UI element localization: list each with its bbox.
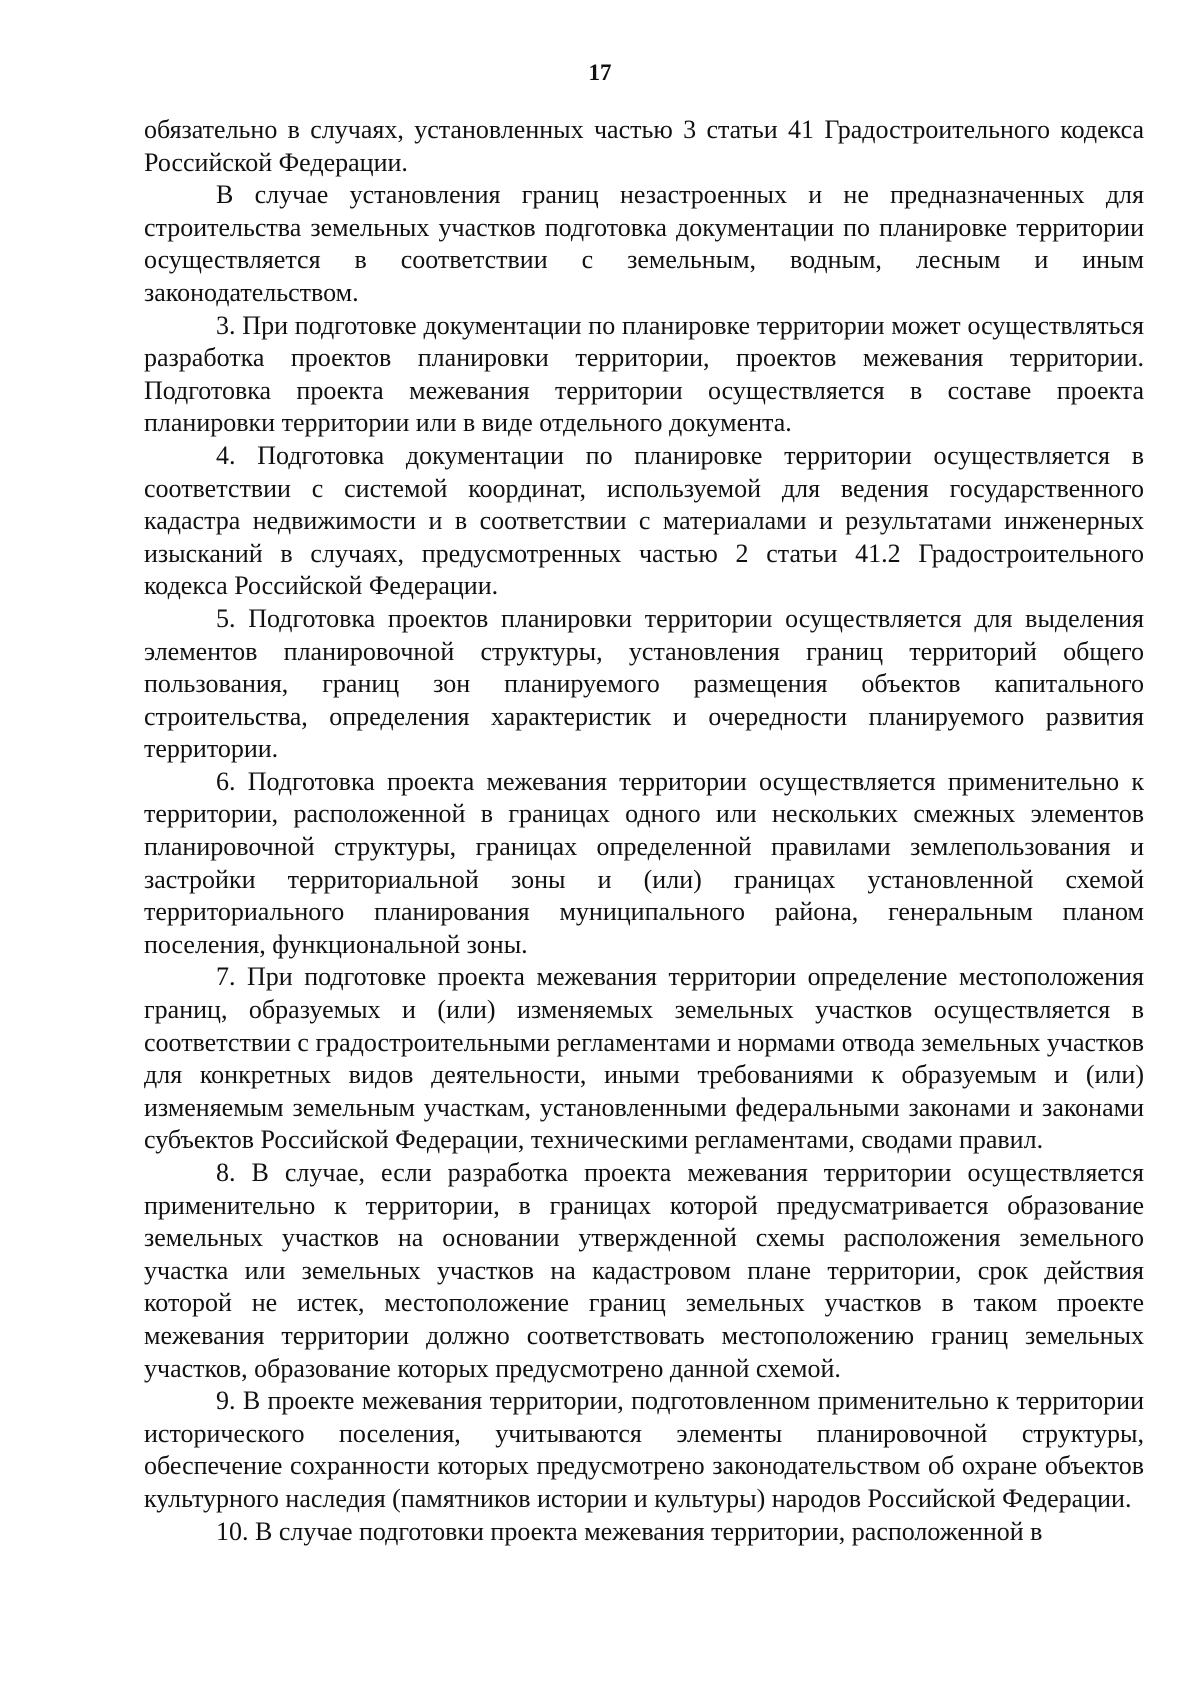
paragraph-item-5: 5. Подготовка проектов планировки территории осуществляется для выделения элементов планировочной структуры, установления границ территорий общего пользования, границ зон планируемого размещения объектов капитального строительства, определения характеристик и очередности планируемого развития территории. bbox=[144, 603, 1144, 764]
paragraph-unbuilt-land: В случае установления границ незастроенных и не предназначенных для строительства земельных участков подготовка документации по планировке территории осуществляется в соответствии с земельным, водным, лесным и иным законодательством. bbox=[144, 180, 1144, 307]
page-number: 17 bbox=[588, 60, 612, 85]
paragraph-item-9: 9. В проекте межевания территории, подготовленном применительно к территории исторического поселения, учитываются элементы планировочной структуры, обеспечение сохранности которых предусмотрено законодательством об охране объектов культурного наследия (памятников истории и культуры) народов Российской Федерации. bbox=[144, 1386, 1144, 1513]
paragraph-item-10: 10. В случае подготовки проекта межевания территории, расположенной в bbox=[216, 1516, 1043, 1546]
paragraph-continuation: обязательно в случаях, установленных частью 3 статьи 41 Градостроительного кодекса Российской Федерации. bbox=[144, 115, 1144, 177]
paragraph-item-6: 6. Подготовка проекта межевания территории осуществляется применительно к территории, расположенной в границах одного или нескольких смежных элементов планировочной структуры, границах определенной правилами землепользования и застройки территориальной зоны и (или) границах установленной схемой территориального планирования муниципального района, генеральным планом поселения, функциональной зоны. bbox=[144, 766, 1144, 959]
document-body bbox=[144, 114, 1144, 1548]
paragraph-item-4: 4. Подготовка документации по планировке территории осуществляется в соответствии с системой координат, используемой для ведения государственного кадастра недвижимости и в соответствии с материалами и результатами инженерных изысканий в случаях, предусмотренных частью 2 статьи 41.2 Градостроительного кодекса Российской Федерации. bbox=[144, 440, 1144, 601]
paragraph-item-8: 8. В случае, если разработка проекта межевания территории осуществляется применительно к территории, в границах которой предусматривается образование земельных участков на основании утвержденной схемы расположения земельного участка или земельных участков на кадастровом плане территории, срок действия которой не истек, местоположение границ земельных участков в таком проекте межевания территории должно соответствовать местоположению границ земельных участков, образование которых предусмотрено данной схемой. bbox=[144, 1158, 1144, 1383]
paragraph-item-7: 7. При подготовке проекта межевания территории определение местоположения границ, образуемых и (или) изменяемых земельных участков осуществляется в соответствии с градостроительными регламентами и нормами отвода земельных участков для конкретных видов деятельности, иными требованиями к образуемым и (или) изменяемым земельным участкам, установленными федеральными законами и законами субъектов Российской Федерации, техническими регламентами, сводами правил. bbox=[144, 962, 1144, 1155]
paragraph-item-3: 3. При подготовке документации по планировке территории может осуществляться разработка проектов планировки территории, проектов межевания территории. Подготовка проекта межевания территории осуществляется в составе проекта планировки территории или в виде отдельного документа. bbox=[144, 310, 1144, 438]
